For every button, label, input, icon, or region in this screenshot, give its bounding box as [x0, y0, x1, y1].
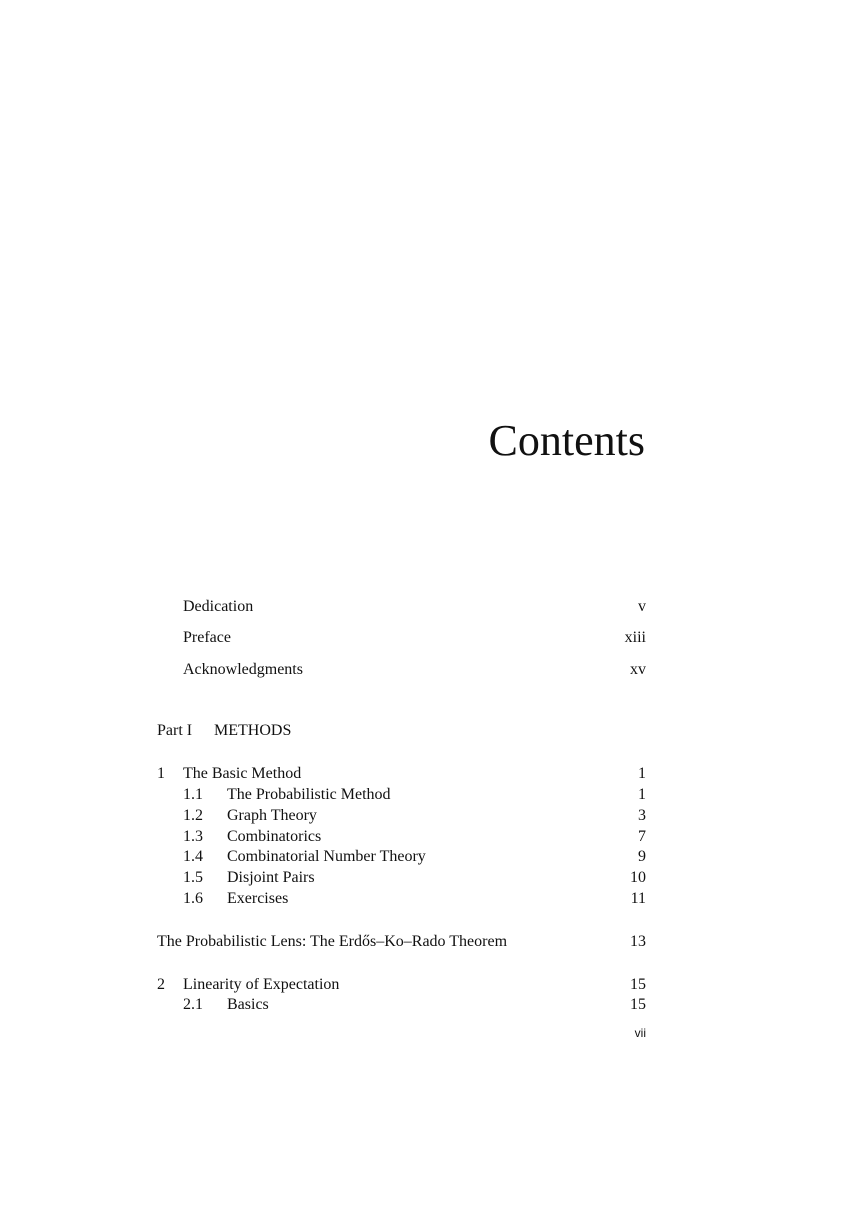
- toc-section[interactable]: [157, 867, 646, 889]
- toc-probabilistic-lens[interactable]: [157, 931, 646, 953]
- section-number: 1.1: [183, 786, 203, 803]
- toc-section[interactable]: [157, 784, 646, 806]
- section-title: Combinatorial Number Theory: [227, 848, 426, 865]
- section-number: 2.1: [183, 996, 203, 1013]
- section-page: 10: [630, 869, 646, 886]
- section-page: 1: [638, 786, 646, 803]
- section-page: 3: [638, 807, 646, 824]
- section-title: Basics: [227, 996, 269, 1013]
- section-page: 15: [630, 996, 646, 1013]
- toc-entry-page: v: [638, 598, 646, 615]
- toc-section[interactable]: [157, 805, 646, 827]
- toc-section[interactable]: [157, 846, 646, 868]
- section-page: 9: [638, 848, 646, 865]
- section-title: Exercises: [227, 890, 289, 907]
- section-number: 1.2: [183, 807, 203, 824]
- toc-chapter-2[interactable]: [157, 974, 646, 996]
- toc-entry-label: Dedication: [183, 598, 254, 615]
- toc-part-heading: [157, 720, 646, 742]
- section-number: 1.4: [183, 848, 203, 865]
- chapter-page: 15: [630, 976, 646, 993]
- section-title: Disjoint Pairs: [227, 869, 315, 886]
- section-page: 11: [630, 890, 646, 907]
- lens-title: The Probabilistic Lens: The Erdős–Ko–Rado Theorem: [157, 933, 508, 950]
- toc-entry-label: Preface: [183, 629, 231, 646]
- chapter-number: 2: [157, 976, 165, 993]
- toc-chapter-1[interactable]: [157, 763, 646, 785]
- page-title: Contents: [488, 416, 645, 465]
- page-number: vii: [634, 1026, 646, 1040]
- toc-entry-page: xv: [630, 661, 646, 678]
- section-title: The Probabilistic Method: [227, 786, 391, 803]
- section-page: 7: [638, 828, 646, 845]
- part-title: METHODS: [214, 722, 292, 739]
- toc-entry-acknowledgments[interactable]: [157, 659, 646, 681]
- section-number: 1.5: [183, 869, 203, 886]
- section-title: Graph Theory: [227, 807, 317, 824]
- toc-section[interactable]: [157, 888, 646, 910]
- chapter-page: 1: [638, 765, 646, 782]
- toc-entry-preface[interactable]: [157, 627, 646, 649]
- chapter-title: Linearity of Expectation: [183, 976, 340, 993]
- toc-entry-dedication[interactable]: [157, 596, 646, 618]
- toc-section[interactable]: [157, 994, 646, 1016]
- toc-entry-label: Acknowledgments: [183, 661, 303, 678]
- toc-section[interactable]: [157, 826, 646, 848]
- chapter-number: 1: [157, 765, 165, 782]
- section-number: 1.6: [183, 890, 203, 907]
- section-number: 1.3: [183, 828, 203, 845]
- toc-entry-page: xiii: [624, 629, 646, 646]
- section-title: Combinatorics: [227, 828, 322, 845]
- part-label: Part I: [157, 722, 193, 739]
- chapter-title: The Basic Method: [183, 765, 302, 782]
- lens-page: 13: [630, 933, 646, 950]
